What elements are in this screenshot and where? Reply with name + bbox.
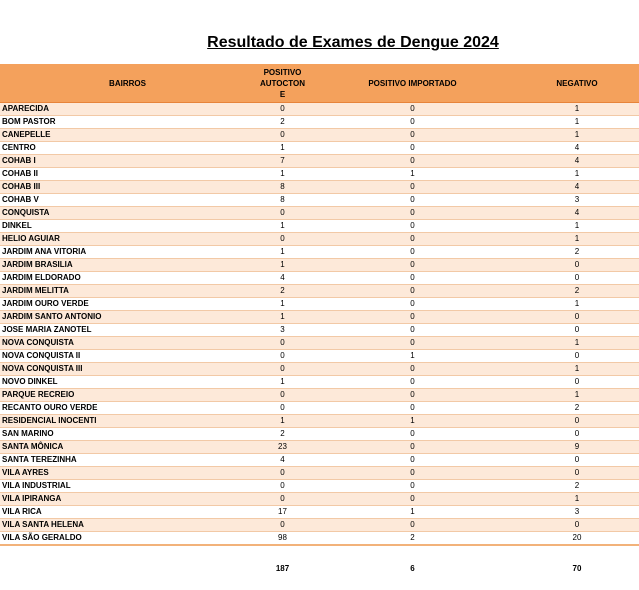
bairro-cell: COHAB III — [0, 181, 255, 194]
importado-cell: 2 — [310, 532, 515, 546]
header-negativo: NEGATIVO — [515, 64, 639, 103]
autoctone-cell: 0 — [255, 389, 310, 402]
negativo-cell: 1 — [515, 337, 639, 350]
bairro-cell: DINKEL — [0, 220, 255, 233]
table-row — [0, 441, 639, 454]
table-row — [0, 454, 639, 467]
importado-cell: 0 — [310, 103, 515, 116]
header-autoctone-line-3: E — [279, 89, 286, 99]
table-row — [0, 155, 639, 168]
bairro-cell: RECANTO OURO VERDE — [0, 402, 255, 415]
negativo-cell: 0 — [515, 467, 639, 480]
autoctone-cell: 0 — [255, 519, 310, 532]
autoctone-cell: 2 — [255, 285, 310, 298]
autoctone-cell: 0 — [255, 350, 310, 363]
negativo-cell: 1 — [515, 103, 639, 116]
negativo-cell: 4 — [515, 155, 639, 168]
table-row — [0, 116, 639, 129]
total-negativo: 70 — [515, 545, 639, 590]
autoctone-cell: 1 — [255, 246, 310, 259]
page-title: Resultado de Exames de Dengue 2024 — [207, 34, 499, 51]
autoctone-cell: 8 — [255, 181, 310, 194]
negativo-cell: 2 — [515, 285, 639, 298]
header-autoctone-line-2: AUTOCTON — [259, 78, 306, 88]
negativo-cell: 0 — [515, 272, 639, 285]
negativo-cell: 1 — [515, 363, 639, 376]
autoctone-cell: 2 — [255, 428, 310, 441]
importado-cell: 0 — [310, 363, 515, 376]
table-row — [0, 233, 639, 246]
autoctone-cell: 1 — [255, 220, 310, 233]
importado-cell: 0 — [310, 454, 515, 467]
negativo-cell: 0 — [515, 376, 639, 389]
negativo-cell: 9 — [515, 441, 639, 454]
autoctone-cell: 0 — [255, 402, 310, 415]
importado-cell: 0 — [310, 246, 515, 259]
totals-row — [0, 545, 639, 590]
autoctone-cell: 0 — [255, 363, 310, 376]
table-row — [0, 376, 639, 389]
autoctone-cell: 7 — [255, 155, 310, 168]
bairro-cell: NOVA CONQUISTA — [0, 337, 255, 350]
autoctone-cell: 1 — [255, 142, 310, 155]
table-row — [0, 311, 639, 324]
autoctone-cell: 0 — [255, 480, 310, 493]
table-row — [0, 181, 639, 194]
table-row — [0, 324, 639, 337]
table-row — [0, 519, 639, 532]
total-importado: 6 — [310, 545, 515, 590]
negativo-cell: 4 — [515, 142, 639, 155]
importado-cell: 0 — [310, 376, 515, 389]
negativo-cell: 0 — [515, 324, 639, 337]
bairro-cell: NOVA CONQUISTA II — [0, 350, 255, 363]
table-row — [0, 428, 639, 441]
autoctone-cell: 3 — [255, 324, 310, 337]
negativo-cell: 0 — [515, 428, 639, 441]
negativo-cell: 3 — [515, 506, 639, 519]
negativo-cell: 2 — [515, 402, 639, 415]
bairro-cell: COHAB I — [0, 155, 255, 168]
importado-cell: 0 — [310, 129, 515, 142]
bairro-cell: VILA INDUSTRIAL — [0, 480, 255, 493]
negativo-cell: 1 — [515, 233, 639, 246]
bairro-cell: JARDIM ELDORADO — [0, 272, 255, 285]
autoctone-cell: 1 — [255, 311, 310, 324]
importado-cell: 0 — [310, 220, 515, 233]
table-row — [0, 103, 639, 116]
negativo-cell: 1 — [515, 298, 639, 311]
negativo-cell: 1 — [515, 116, 639, 129]
bairro-cell: SANTA MÔNICA — [0, 441, 255, 454]
bairro-cell: JARDIM MELITTA — [0, 285, 255, 298]
header-positivo-importado: POSITIVO IMPORTADO — [310, 64, 515, 103]
bairro-cell: CONQUISTA — [0, 207, 255, 220]
importado-cell: 0 — [310, 207, 515, 220]
autoctone-cell: 1 — [255, 415, 310, 428]
table-row — [0, 168, 639, 181]
importado-cell: 0 — [310, 233, 515, 246]
autoctone-cell: 1 — [255, 259, 310, 272]
autoctone-cell: 1 — [255, 298, 310, 311]
bairro-cell: VILA SANTA HELENA — [0, 519, 255, 532]
autoctone-cell: 0 — [255, 493, 310, 506]
total-label — [0, 545, 255, 590]
negativo-cell: 3 — [515, 194, 639, 207]
bairro-cell: NOVO DINKEL — [0, 376, 255, 389]
autoctone-cell: 2 — [255, 116, 310, 129]
importado-cell: 0 — [310, 194, 515, 207]
table-header-row — [0, 64, 639, 103]
bairro-cell: COHAB V — [0, 194, 255, 207]
negativo-cell: 0 — [515, 259, 639, 272]
bairro-cell: VILA AYRES — [0, 467, 255, 480]
importado-cell: 0 — [310, 480, 515, 493]
importado-cell: 0 — [310, 389, 515, 402]
bairro-cell: VILA RICA — [0, 506, 255, 519]
table-row — [0, 506, 639, 519]
importado-cell: 0 — [310, 311, 515, 324]
negativo-cell: 20 — [515, 532, 639, 546]
total-autoctone: 187 — [255, 545, 310, 590]
importado-cell: 0 — [310, 467, 515, 480]
table-row — [0, 402, 639, 415]
autoctone-cell: 0 — [255, 467, 310, 480]
importado-cell: 0 — [310, 298, 515, 311]
autoctone-cell: 1 — [255, 376, 310, 389]
importado-cell: 0 — [310, 402, 515, 415]
table-row — [0, 194, 639, 207]
negativo-cell: 1 — [515, 389, 639, 402]
negativo-cell: 1 — [515, 168, 639, 181]
table-row — [0, 363, 639, 376]
bairro-cell: CANEPELLE — [0, 129, 255, 142]
autoctone-cell: 0 — [255, 337, 310, 350]
importado-cell: 0 — [310, 142, 515, 155]
bairro-cell: VILA IPIRANGA — [0, 493, 255, 506]
table-row — [0, 337, 639, 350]
importado-cell: 0 — [310, 441, 515, 454]
importado-cell: 0 — [310, 116, 515, 129]
table-row — [0, 142, 639, 155]
importado-cell: 1 — [310, 350, 515, 363]
autoctone-cell: 0 — [255, 207, 310, 220]
importado-cell: 0 — [310, 155, 515, 168]
bairro-cell: JARDIM OURO VERDE — [0, 298, 255, 311]
table-row — [0, 467, 639, 480]
table-row — [0, 259, 639, 272]
autoctone-cell: 1 — [255, 168, 310, 181]
importado-cell: 0 — [310, 324, 515, 337]
negativo-cell: 0 — [515, 454, 639, 467]
importado-cell: 1 — [310, 168, 515, 181]
autoctone-cell: 0 — [255, 233, 310, 246]
bairro-cell: APARECIDA — [0, 103, 255, 116]
bairro-cell: JARDIM ANA VITORIA — [0, 246, 255, 259]
header-bairros: BAIRROS — [0, 64, 255, 103]
table-row — [0, 298, 639, 311]
bairro-cell: COHAB II — [0, 168, 255, 181]
negativo-cell: 1 — [515, 220, 639, 233]
importado-cell: 1 — [310, 415, 515, 428]
header-autoctone-line-1: POSITIVO — [263, 67, 302, 77]
table-row — [0, 415, 639, 428]
header-positivo-autoctone — [255, 64, 310, 103]
bairro-cell: RESIDENCIAL INOCENTI — [0, 415, 255, 428]
bairro-cell: JARDIM SANTO ANTONIO — [0, 311, 255, 324]
table-row — [0, 350, 639, 363]
importado-cell: 0 — [310, 519, 515, 532]
negativo-cell: 0 — [515, 415, 639, 428]
negativo-cell: 2 — [515, 246, 639, 259]
autoctone-cell: 0 — [255, 129, 310, 142]
bairro-cell: BOM PASTOR — [0, 116, 255, 129]
dengue-results-table — [0, 64, 639, 590]
table-row — [0, 285, 639, 298]
bairro-cell: HELIO AGUIAR — [0, 233, 255, 246]
importado-cell: 0 — [310, 259, 515, 272]
autoctone-cell: 8 — [255, 194, 310, 207]
importado-cell: 0 — [310, 337, 515, 350]
importado-cell: 0 — [310, 181, 515, 194]
table-row — [0, 246, 639, 259]
bairro-cell: NOVA CONQUISTA III — [0, 363, 255, 376]
bairro-cell: SAN MARINO — [0, 428, 255, 441]
autoctone-cell: 0 — [255, 103, 310, 116]
bairro-cell: PARQUE RECREIO — [0, 389, 255, 402]
table-row — [0, 480, 639, 493]
negativo-cell: 2 — [515, 480, 639, 493]
autoctone-cell: 98 — [255, 532, 310, 546]
negativo-cell: 4 — [515, 207, 639, 220]
table-row — [0, 272, 639, 285]
autoctone-cell: 17 — [255, 506, 310, 519]
autoctone-cell: 4 — [255, 272, 310, 285]
negativo-cell: 0 — [515, 519, 639, 532]
importado-cell: 0 — [310, 272, 515, 285]
negativo-cell: 1 — [515, 493, 639, 506]
autoctone-cell: 23 — [255, 441, 310, 454]
table-row — [0, 389, 639, 402]
table-row — [0, 129, 639, 142]
table-row — [0, 207, 639, 220]
bairro-cell: VILA SÃO GERALDO — [0, 532, 255, 546]
bairro-cell: JARDIM BRASILIA — [0, 259, 255, 272]
importado-cell: 0 — [310, 493, 515, 506]
table-body — [0, 103, 639, 546]
table-row — [0, 532, 639, 546]
table-row — [0, 493, 639, 506]
importado-cell: 1 — [310, 506, 515, 519]
negativo-cell: 4 — [515, 181, 639, 194]
importado-cell: 0 — [310, 428, 515, 441]
negativo-cell: 0 — [515, 350, 639, 363]
importado-cell: 0 — [310, 285, 515, 298]
negativo-cell: 0 — [515, 311, 639, 324]
negativo-cell: 1 — [515, 129, 639, 142]
bairro-cell: SANTA TEREZINHA — [0, 454, 255, 467]
autoctone-cell: 4 — [255, 454, 310, 467]
table-row — [0, 220, 639, 233]
bairro-cell: JOSE MARIA ZANOTEL — [0, 324, 255, 337]
bairro-cell: CENTRO — [0, 142, 255, 155]
